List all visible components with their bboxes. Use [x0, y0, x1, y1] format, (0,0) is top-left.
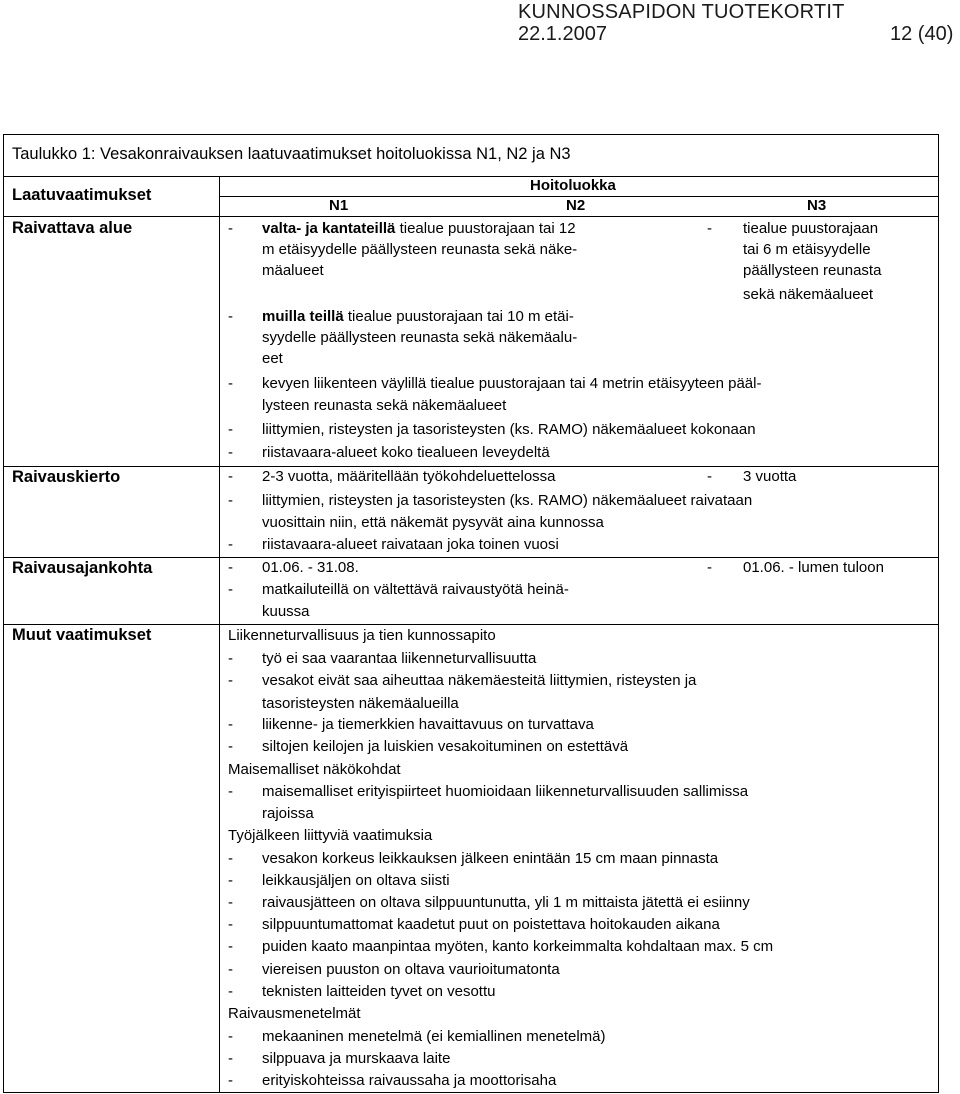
table-title: Taulukko 1: Vesakonraivauksen laatuvaatimukset hoitoluokissa N1, N2 ja N3: [12, 145, 571, 163]
list-item-continuation: lysteen reunasta sekä näkemäalueet: [262, 397, 507, 414]
list-item-continuation: tasoristeysten näkemäalueilla: [262, 695, 459, 712]
section-heading: Työjälkeen liittyviä vaatimuksia: [228, 827, 433, 844]
list-item-continuation: eet: [262, 350, 283, 367]
list-item-continuation: vuosittain niin, että näkemät pysyvät aina kunnossa: [262, 514, 604, 531]
col-header-n3: N3: [807, 197, 827, 214]
row-label-muut: Muut vaatimukset: [12, 626, 152, 644]
section-heading: Raivausmenetelmät: [228, 1005, 361, 1022]
row-label-raivausajankohta: Raivausajankohta: [12, 559, 153, 577]
section-heading: Maisemalliset näkökohdat: [228, 761, 401, 778]
list-item-continuation: rajoissa: [262, 805, 314, 822]
section-heading: Liikenneturvallisuus ja tien kunnossapito: [228, 627, 496, 644]
row-label-raivattava: Raivattava alue: [12, 219, 133, 237]
page-number: 12 (40): [890, 23, 954, 45]
list-item-continuation: sekä näkemäalueet: [743, 286, 874, 303]
first-column-divider: [219, 176, 220, 1093]
col-header-n1: N1: [329, 197, 349, 214]
list-item-continuation: päällysteen reunasta: [743, 262, 882, 279]
document-date: 22.1.2007: [518, 23, 607, 45]
col-header-n2: N2: [566, 197, 586, 214]
header-top-rule: [3, 176, 939, 177]
col-header-hoitoluokka: Hoitoluokka: [530, 177, 616, 194]
muut-rule: [3, 624, 939, 625]
col-header-laatuvaatimukset: Laatuvaatimukset: [12, 186, 152, 204]
document-title: KUNNOSSAPIDON TUOTEKORTIT: [518, 1, 845, 23]
list-item-continuation: tai 6 m etäisyydelle: [743, 241, 871, 258]
page-header: [0, 0, 960, 50]
list-item-continuation: syydelle päällysteen reunasta sekä näkemäalu-: [262, 329, 578, 346]
list-item-continuation: mäalueet: [262, 262, 324, 279]
row-label-raivauskierto: Raivauskierto: [12, 468, 121, 486]
list-item-continuation: kuussa: [262, 603, 310, 620]
list-item-continuation: m etäisyydelle päällysteen reunasta sekä näke-: [262, 241, 578, 258]
header-bottom-rule: [3, 216, 939, 217]
